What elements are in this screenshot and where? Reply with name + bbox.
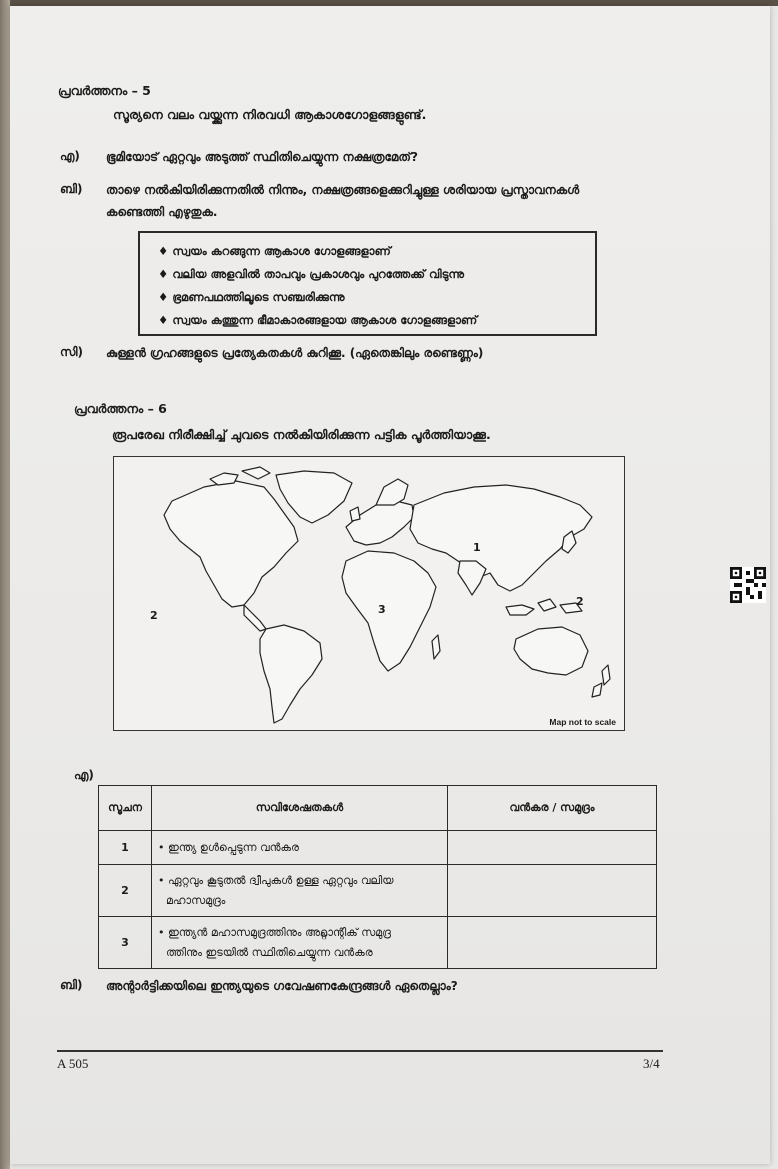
- table-row: [99, 917, 657, 969]
- row-feature-line1: • ഏറ്റവും കൂടുതൽ ദ്വീപുകൾ ഉള്ള ഏറ്റവും വലിയ: [158, 873, 394, 887]
- activity5-qb-marker: ബി): [60, 182, 83, 196]
- map-label-1: 1: [473, 541, 481, 554]
- map-label-3: 3: [378, 603, 386, 616]
- answer-table: [98, 785, 657, 969]
- qr-code-icon: [730, 567, 766, 603]
- answer-cell-3[interactable]: [448, 917, 657, 969]
- header-continent-ocean: വൻകര / സമുദ്രം: [448, 786, 657, 831]
- activity5-qa-text: ഭൂമിയോട് ഏറ്റവും അടുത്ത് സ്ഥിതിചെയ്യുന്ന നക്ഷത്രമേത്?: [106, 150, 418, 164]
- option-1: ♦ സ്വയം കറങ്ങുന്ന ആകാശ ഗോളങ്ങളാണ്: [158, 244, 391, 258]
- activity6-qb-text: അന്റാർട്ടിക്കയിലെ ഇന്ത്യയുടെ ഗവേഷണകേന്ദ്രങ്ങൾ ഏതെല്ലാം?: [106, 979, 458, 993]
- world-map-outline: [114, 457, 626, 732]
- table-row: [99, 831, 657, 865]
- answer-cell-1[interactable]: [448, 831, 657, 865]
- row-feature: [152, 865, 448, 917]
- activity5-qb-line2: കണ്ടെത്തി എഴുതുക.: [106, 205, 218, 219]
- row-number: 3: [99, 917, 152, 969]
- activity5-intro: സൂര്യനെ വലം വയ്ക്കുന്ന നിരവധി ആകാശഗോളങ്ങളുണ്ട്.: [113, 107, 427, 122]
- option-2: ♦ വലിയ അളവിൽ താപവും പ്രകാശവും പുറത്തേക്ക് വിടുന്നു: [158, 267, 465, 281]
- table-row: [99, 865, 657, 917]
- activity5-qc-text: കുള്ളൻ ഗ്രഹങ്ങളുടെ പ്രത്യേകതകൾ കുറിക്കൂ. (ഏതെങ്കിലും രണ്ടെണ്ണം): [106, 346, 484, 360]
- row-feature: [152, 917, 448, 969]
- row-number: 1: [99, 831, 152, 865]
- row-feature-line1: • ഇന്ത്യ ഉൾപ്പെടുന്ന വൻകര: [158, 840, 299, 854]
- activity5-qb-line1: താഴെ നൽകിയിരിക്കുന്നതിൽ നിന്നും, നക്ഷത്രങ്ങളെക്കുറിച്ചുള്ള ശരിയായ പ്രസ്താവനകൾ: [106, 183, 580, 197]
- activity6-qb-marker: ബി): [60, 978, 83, 992]
- activity6-heading: പ്രവർത്തനം – 6: [74, 401, 167, 416]
- activity5-qa-marker: എ): [60, 149, 80, 163]
- footer-code: A 505: [57, 1056, 89, 1071]
- row-feature-line1: • ഇന്ത്യൻ മഹാസമുദ്രത്തിനും അറ്റ്ലാന്റിക് സമുദ്ര: [158, 925, 391, 939]
- row-feature-line2: മഹാസമുദ്രം: [166, 893, 226, 907]
- row-feature-line2: ത്തിനും ഇടയിൽ സ്ഥിതിചെയ്യുന്ന വൻകര: [166, 945, 373, 959]
- map-label-2-west: 2: [150, 609, 158, 622]
- activity6-intro: രൂപരേഖ നിരീക്ഷിച്ച് ചുവടെ നൽകിയിരിക്കുന്ന പട്ടിക പൂർത്തിയാക്കൂ.: [112, 427, 491, 442]
- option-4: ♦ സ്വയം കത്തുന്ന ഭീമാകാരങ്ങളായ ആകാശ ഗോളങ്ങളാണ്: [158, 313, 478, 327]
- footer-page-number: 3/4: [643, 1056, 660, 1071]
- table-header-row: [99, 786, 657, 831]
- activity5-heading: പ്രവർത്തനം – 5: [58, 83, 151, 98]
- answer-cell-2[interactable]: [448, 865, 657, 917]
- world-map: [113, 456, 625, 731]
- page-left-edge: [0, 0, 10, 1169]
- map-scale-note: Map not to scale: [549, 717, 616, 727]
- footer-divider: [57, 1050, 663, 1052]
- map-label-2-east: 2: [576, 595, 584, 608]
- header-clue: സൂചന: [99, 786, 152, 831]
- row-number: 2: [99, 865, 152, 917]
- option-3: ♦ ഭ്രമണപഥത്തിലൂടെ സഞ്ചരിക്കുന്നു: [158, 290, 345, 304]
- star-statements-box: [138, 231, 597, 336]
- header-features: സവിശേഷതകൾ: [152, 786, 448, 831]
- activity5-qc-marker: സി): [60, 345, 83, 359]
- activity6-qa-marker: എ): [74, 768, 94, 782]
- row-feature: [152, 831, 448, 865]
